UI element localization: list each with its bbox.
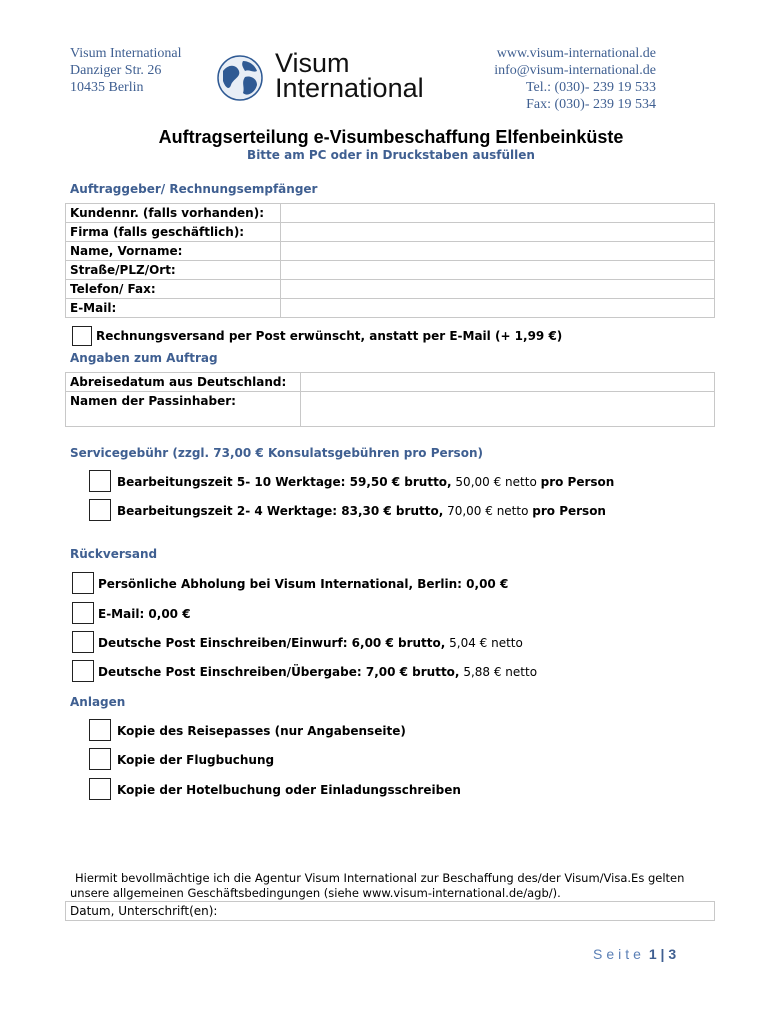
client-field-customer-no[interactable] <box>281 204 715 223</box>
service-option-2-label <box>117 504 606 518</box>
client-field-phone[interactable] <box>281 280 715 299</box>
client-heading: Auftraggeber/ Rechnungsempfänger <box>70 182 318 196</box>
table-row <box>66 204 715 223</box>
client-label-company: Firma (falls geschäftlich): <box>66 223 281 242</box>
client-field-name[interactable] <box>281 242 715 261</box>
attachment-flight-checkbox[interactable] <box>89 748 111 770</box>
return-option-3-bold: Deutsche Post Einschreiben/Einwurf: 6,00 € brutto, <box>98 636 446 650</box>
contact-block <box>494 45 656 113</box>
service-option-2-net: 70,00 € netto <box>443 504 533 518</box>
company-logo <box>215 48 465 103</box>
return-option-4-bold: Deutsche Post Einschreiben/Übergabe: 7,00 € brutto, <box>98 665 460 679</box>
table-row <box>66 261 715 280</box>
globe-icon <box>215 53 265 103</box>
authorization-line-1: Hiermit bevollmächtige ich die Agentur Visum International zur Beschaffung des/der Visum/Visa.Es gelten <box>75 871 685 885</box>
client-field-company[interactable] <box>281 223 715 242</box>
table-row <box>66 373 715 392</box>
order-label-departure: Abreisedatum aus Deutschland: <box>66 373 301 392</box>
attachment-flight-label: Kopie der Flugbuchung <box>117 753 275 767</box>
table-row <box>66 242 715 261</box>
table-row <box>66 280 715 299</box>
page-separator: | <box>660 946 665 962</box>
table-row <box>66 392 715 427</box>
return-option-1-checkbox[interactable] <box>72 572 94 594</box>
contact-email: info@visum-international.de <box>494 63 656 78</box>
contact-website: www.visum-international.de <box>496 46 656 61</box>
return-option-2-checkbox[interactable] <box>72 602 94 624</box>
order-field-departure[interactable] <box>301 373 715 392</box>
return-option-1-label: Persönliche Abholung bei Visum International, Berlin: 0,00 € <box>98 577 509 591</box>
sender-city: 10435 Berlin <box>70 80 144 95</box>
attachment-passport-label: Kopie des Reisepasses (nur Angabenseite) <box>117 724 406 738</box>
return-option-4-checkbox[interactable] <box>72 660 94 682</box>
order-field-passholders[interactable] <box>301 392 715 427</box>
attachment-passport-checkbox[interactable] <box>89 719 111 741</box>
client-label-email: E-Mail: <box>66 299 281 318</box>
return-option-2-label: E-Mail: 0,00 € <box>98 607 191 621</box>
client-field-address[interactable] <box>281 261 715 280</box>
attachment-hotel-label: Kopie der Hotelbuchung oder Einladungsschreiben <box>117 783 461 797</box>
return-option-3-checkbox[interactable] <box>72 631 94 653</box>
page-subtitle: Bitte am PC oder in Druckstaben ausfüllen <box>247 148 535 162</box>
sender-address <box>70 45 182 96</box>
table-row <box>66 223 715 242</box>
service-option-1-net: 50,00 € netto <box>451 475 541 489</box>
client-label-name: Name, Vorname: <box>66 242 281 261</box>
client-label-address: Straße/PLZ/Ort: <box>66 261 281 280</box>
authorization-line-2: unsere allgemeinen Geschäftsbedingungen (siehe www.visum-international.de/agb/). <box>70 886 561 900</box>
service-option-1-label <box>117 475 614 489</box>
client-label-customer-no: Kundennr. (falls vorhanden): <box>66 204 281 223</box>
client-label-phone: Telefon/ Fax: <box>66 280 281 299</box>
client-table <box>65 203 715 318</box>
order-table <box>65 372 715 427</box>
return-option-4-net: 5,88 € netto <box>459 665 538 679</box>
service-option-1-tail: pro Person <box>540 475 615 489</box>
contact-fax: Fax: (030)- 239 19 534 <box>526 97 656 112</box>
service-option-2-checkbox[interactable] <box>89 499 111 521</box>
return-option-4-label <box>98 665 537 679</box>
client-field-email[interactable] <box>281 299 715 318</box>
table-row <box>66 299 715 318</box>
service-option-1-checkbox[interactable] <box>89 470 111 492</box>
attachment-hotel-checkbox[interactable] <box>89 778 111 800</box>
order-heading: Angaben zum Auftrag <box>70 351 218 365</box>
page-total: 3 <box>668 946 677 962</box>
service-option-2-tail: pro Person <box>532 504 606 518</box>
service-option-1-bold: Bearbeitungszeit 5- 10 Werktage: 59,50 € brutto, <box>117 475 452 489</box>
return-heading: Rückversand <box>70 547 158 561</box>
return-option-3-net: 5,04 € netto <box>445 636 523 650</box>
logo-text-international: International <box>275 73 424 103</box>
service-heading: Servicegebühr (zzgl. 73,00 € Konsulatsgebühren pro Person) <box>70 446 483 460</box>
sender-company: Visum International <box>70 46 182 61</box>
return-option-3-label <box>98 636 523 650</box>
contact-tel: Tel.: (030)- 239 19 533 <box>525 80 656 95</box>
sender-street: Danziger Str. 26 <box>70 63 162 78</box>
attachments-heading: Anlagen <box>70 695 126 709</box>
service-option-2-bold: Bearbeitungszeit 2- 4 Werktage: 83,30 € brutto, <box>117 504 444 518</box>
order-label-passholders: Namen der Passinhaber: <box>66 392 301 427</box>
authorization-text <box>70 871 684 901</box>
signature-field[interactable] <box>65 901 715 921</box>
postal-invoice-checkbox[interactable] <box>72 326 92 346</box>
page-title: Auftragserteilung e-Visumbeschaffung Elfenbeinküste <box>158 127 624 147</box>
page-current: 1 <box>648 946 657 962</box>
postal-invoice-label: Rechnungsversand per Post erwünscht, anstatt per E-Mail (+ 1,99 €) <box>96 329 563 343</box>
page-number <box>593 946 676 962</box>
logo-text-visum: Visum <box>275 48 350 78</box>
signature-label: Datum, Unterschrift(en): <box>70 904 218 918</box>
page-word: Seite <box>593 946 645 962</box>
